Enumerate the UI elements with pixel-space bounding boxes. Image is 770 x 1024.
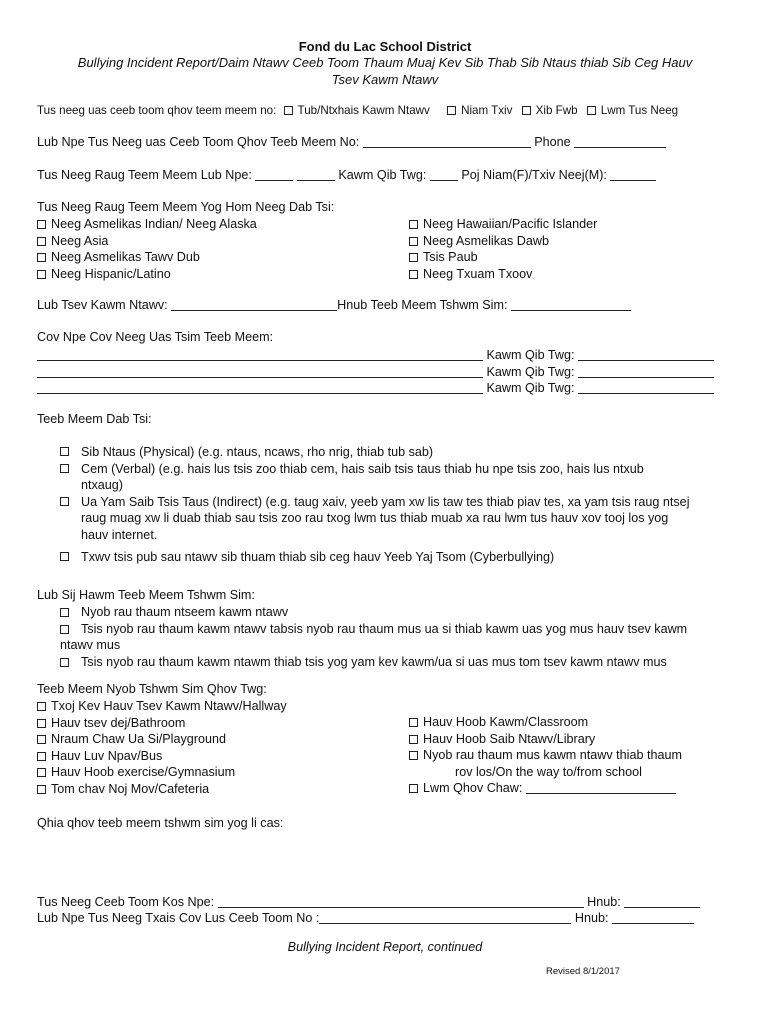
when-option[interactable]: Tsis nyob rau thaum kawm ntawm thiab tsis yog yam kev kawm/ua si uas mus tom tsev kawm ntawv mus <box>60 654 700 671</box>
checkbox[interactable] <box>37 735 46 744</box>
checkbox[interactable] <box>60 608 69 617</box>
checkbox[interactable] <box>60 464 69 473</box>
offender-name-field[interactable] <box>37 382 483 394</box>
checkbox[interactable] <box>447 106 456 115</box>
incident-date-label: Hnub Teeb Meem Tshwm Sim: <box>337 298 508 312</box>
incident-type-label: Teeb Meem Dab Tsi: <box>37 412 152 426</box>
checkbox[interactable] <box>60 497 69 506</box>
receiver-signature-field[interactable] <box>218 896 584 908</box>
where-left-list <box>37 698 287 797</box>
phone-label: Phone <box>534 135 571 149</box>
ethnicity-option[interactable]: Neeg Asmelikas Indian/ Neeg Alaska <box>37 216 257 233</box>
role-option-teacher[interactable]: Xib Fwb <box>522 104 578 117</box>
checkbox[interactable] <box>60 552 69 561</box>
offenders-list <box>37 347 714 397</box>
incident-type-option[interactable]: Sib Ntaus (Physical) (e.g. ntaus, ncaws, rho nrig, thiab tub sab) <box>60 444 710 461</box>
checkbox[interactable] <box>37 237 46 246</box>
receiver-date-field[interactable] <box>624 896 700 908</box>
checkbox[interactable] <box>37 253 46 262</box>
reporter-name-label: Lub Npe Tus Neeg uas Ceeb Toom Qhov Teeb Meem No: <box>37 135 360 149</box>
when-label: Lub Sij Hawm Teeb Meem Tshwm Sim: <box>37 588 255 602</box>
incident-type-option[interactable]: Cem (Verbal) (e.g. hais lus tsis zoo thiab cem, hais saib tsis taus thiab hu npe tsis zoo, hais lus ntxub ntxaug) <box>60 461 710 494</box>
district-title: Fond du Lac School District <box>298 39 472 54</box>
where-option[interactable]: Nyob rau thaum mus kawm ntawv thiab thaum <box>409 747 682 764</box>
victim-name-label: Tus Neeg Raug Teem Meem Lub Npe: <box>37 168 252 182</box>
reporter-role-label: Tus neeg uas ceeb toom qhov teem meem no: <box>37 104 277 117</box>
admin-row <box>37 911 694 925</box>
where-option[interactable]: Hauv Luv Npav/Bus <box>37 748 287 765</box>
victim-grade-label: Kawm Qib Twg: <box>338 168 427 182</box>
ethnicity-right-list <box>409 216 597 282</box>
checkbox[interactable] <box>37 719 46 728</box>
checkbox[interactable] <box>284 106 293 115</box>
checkbox[interactable] <box>409 237 418 246</box>
where-option[interactable]: Hauv tsev dej/Bathroom <box>37 715 287 732</box>
ethnicity-option[interactable]: Neeg Hispanic/Latino <box>37 266 257 283</box>
checkbox[interactable] <box>37 785 46 794</box>
incident-date-field[interactable] <box>511 299 631 311</box>
ethnicity-option[interactable]: Neeg Hawaiian/Pacific Islander <box>409 216 597 233</box>
checkbox[interactable] <box>409 718 418 727</box>
victim-gender-label: Poj Niam(F)/Txiv Neej(M): <box>461 168 607 182</box>
role-option-parent[interactable]: Niam Txiv <box>447 104 512 117</box>
checkbox[interactable] <box>37 752 46 761</box>
school-row <box>37 298 631 312</box>
victim-first-name-field[interactable] <box>255 169 293 181</box>
other-place-field[interactable] <box>526 782 676 794</box>
where-option[interactable]: Txoj Kev Hauv Tsev Kawm Ntawv/Hallway <box>37 698 287 715</box>
receiver-date-label: Hnub: <box>587 895 621 909</box>
where-right-list <box>409 714 682 797</box>
offender-row: Kawm Qib Twg: <box>37 364 714 381</box>
school-field[interactable] <box>171 299 337 311</box>
where-option-continued: rov los/On the way to/from school <box>455 764 642 779</box>
admin-date-field[interactable] <box>612 912 694 924</box>
checkbox[interactable] <box>409 784 418 793</box>
offender-grade-field[interactable] <box>578 382 714 394</box>
where-option[interactable]: Hauv Hoob Kawm/Classroom <box>409 714 682 731</box>
checkbox[interactable] <box>60 447 69 456</box>
offender-row: Kawm Qib Twg: <box>37 347 714 364</box>
ethnicity-option[interactable]: Neeg Asia <box>37 233 257 250</box>
checkbox[interactable] <box>587 106 596 115</box>
when-option[interactable]: Tsis nyob rau thaum kawm ntawv tabsis nyob rau thaum mus ua si thiab kawm uas yog mus hauv tsev kawm ntawv mus <box>60 621 688 652</box>
role-option-other[interactable]: Lwm Tus Neeg <box>587 104 678 117</box>
school-label: Lub Tsev Kawm Ntawv: <box>37 298 168 312</box>
incident-type-option[interactable]: Ua Yam Saib Tsis Taus (Indirect) (e.g. taug xaiv, yeeb yam xw lis taw tes thiab piav tes, xa yam tsis raug ntsej raug muag xw li duab thiab sau tsis zoo rau txog lwm tus thiab muab xa rau lwm tus hauv xov tooj los yog hauv internet. <box>60 494 710 544</box>
reporter-role-row <box>37 104 678 117</box>
reporter-name-field[interactable] <box>363 136 531 148</box>
offender-row: Kawm Qib Twg: <box>37 380 714 397</box>
checkbox[interactable] <box>37 270 46 279</box>
incident-type-list <box>60 444 710 566</box>
ethnicity-option[interactable]: Tsis Paub <box>409 249 597 266</box>
where-option[interactable]: Hauv Hoob Saib Ntawv/Library <box>409 731 682 748</box>
where-option[interactable]: Lwm Qhov Chaw: <box>409 780 682 797</box>
describe-area[interactable] <box>37 834 727 890</box>
victim-gender-field[interactable] <box>610 169 656 181</box>
continued-note: Bullying Incident Report, continued <box>287 940 483 954</box>
report-subtitle-line2: Tsev Kawm Ntawv <box>331 72 439 87</box>
ethnicity-option[interactable]: Neeg Asmelikas Dawb <box>409 233 597 250</box>
checkbox[interactable] <box>60 625 69 634</box>
ethnicity-option[interactable]: Neeg Asmelikas Tawv Dub <box>37 249 257 266</box>
phone-field[interactable] <box>574 136 666 148</box>
victim-grade-field[interactable] <box>430 169 458 181</box>
offenders-label: Cov Npe Cov Neeg Uas Tsim Teeb Meem: <box>37 330 274 344</box>
when-option[interactable]: Nyob rau thaum ntseem kawm ntawv <box>60 604 700 621</box>
checkbox[interactable] <box>409 270 418 279</box>
checkbox[interactable] <box>409 253 418 262</box>
admin-label: Lub Npe Tus Neeg Txais Cov Lus Ceeb Toom No : <box>37 911 320 925</box>
checkbox[interactable] <box>37 220 46 229</box>
incident-type-option[interactable]: Txwv tsis pub sau ntawv sib thuam thiab sib ceg hauv Yeeb Yaj Tsom (Cyberbullying) <box>60 549 710 566</box>
victim-row <box>37 168 656 182</box>
victim-last-name-field[interactable] <box>297 169 335 181</box>
offender-name-field[interactable] <box>37 366 483 378</box>
checkbox[interactable] <box>522 106 531 115</box>
where-option[interactable]: Hauv Hoob exercise/Gymnasium <box>37 764 287 781</box>
checkbox[interactable] <box>37 768 46 777</box>
offender-grade-field[interactable] <box>578 366 714 378</box>
where-label: Teeb Meem Nyob Tshwm Sim Qhov Twg: <box>37 682 267 696</box>
admin-date-label: Hnub: <box>574 911 609 925</box>
checkbox[interactable] <box>409 220 418 229</box>
receiver-row <box>37 895 700 909</box>
offender-grade-field[interactable] <box>578 349 714 361</box>
receiver-label: Tus Neeg Ceeb Toom Kos Npe: <box>37 895 215 909</box>
checkbox[interactable] <box>409 735 418 744</box>
describe-label: Qhia qhov teeb meem tshwm sim yog li cas: <box>37 816 284 830</box>
revised-date: Revised 8/1/2017 <box>546 966 620 977</box>
report-subtitle-line1: Bullying Incident Report/Daim Ntawv Ceeb Toom Thaum Muaj Kev Sib Thab Sib Ntaus thiab Sib Ceg Hauv <box>77 55 693 70</box>
role-option-student[interactable]: Tub/Ntxhais Kawm Ntawv <box>284 104 430 117</box>
when-list <box>60 604 700 670</box>
where-option[interactable]: Tom chav Noj Mov/Cafeteria <box>37 781 287 798</box>
where-option[interactable]: Nraum Chaw Ua Si/Playground <box>37 731 287 748</box>
ethnicity-label: Tus Neeg Raug Teem Meem Yog Hom Neeg Dab Tsi: <box>37 200 335 214</box>
checkbox[interactable] <box>37 702 46 711</box>
checkbox[interactable] <box>60 658 69 667</box>
offender-name-field[interactable] <box>37 349 483 361</box>
ethnicity-left-list <box>37 216 257 282</box>
ethnicity-option[interactable]: Neeg Txuam Txoov <box>409 266 597 283</box>
checkbox[interactable] <box>409 751 418 760</box>
admin-name-field[interactable] <box>319 912 571 924</box>
reporter-name-row <box>37 135 666 149</box>
